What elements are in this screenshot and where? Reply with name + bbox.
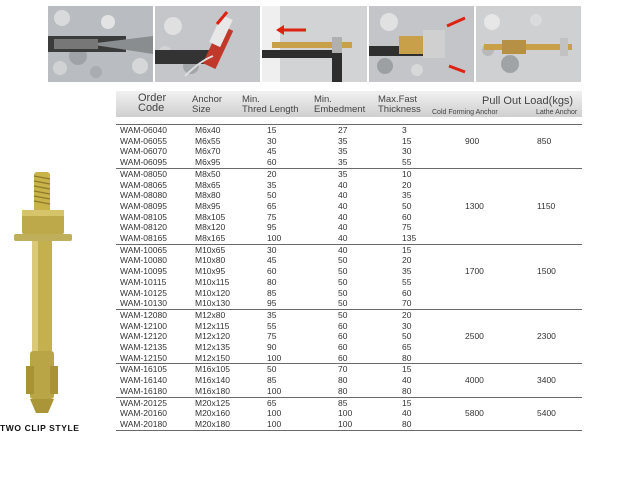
cold-forming-load-cell bbox=[465, 190, 537, 201]
cold-forming-load-cell: 1700 bbox=[465, 266, 484, 277]
anchor-size-cell: M12x115 bbox=[195, 320, 230, 331]
cold-forming-load-cell bbox=[465, 146, 537, 157]
lathe-anchor-load-cell: 3400 bbox=[537, 375, 556, 386]
table-row bbox=[116, 233, 582, 244]
lathe-anchor-load-cell bbox=[537, 419, 582, 430]
anchor-size-cell: M20x180 bbox=[195, 419, 267, 430]
table-row bbox=[116, 375, 582, 386]
thread-length-cell: 80 bbox=[267, 276, 277, 287]
embedment-cell: 40 bbox=[338, 222, 348, 233]
cold-forming-load-cell: 2500 bbox=[465, 331, 484, 342]
thickness-cell: 80 bbox=[402, 385, 412, 396]
thickness-cell: 35 bbox=[402, 190, 412, 201]
order-code-cell: WAM-08050 bbox=[116, 168, 195, 179]
anchor-size-cell: M12x150 bbox=[195, 352, 230, 363]
embedment-cell: 60 bbox=[338, 342, 348, 353]
embedment-cell: 40 bbox=[338, 233, 348, 244]
lathe-anchor-load-cell: 850 bbox=[537, 135, 552, 146]
thickness-cell: 15 bbox=[402, 397, 465, 408]
anchor-size-cell: M16x105 bbox=[195, 364, 267, 375]
thickness-cell: 35 bbox=[402, 266, 412, 277]
embedment-cell: 50 bbox=[338, 276, 348, 287]
thickness-cell: 80 bbox=[402, 419, 465, 430]
thread-length-cell: 95 bbox=[267, 222, 277, 233]
lathe-anchor-load-cell: 5400 bbox=[537, 408, 556, 419]
table-row bbox=[116, 212, 582, 223]
thickness-cell: 30 bbox=[402, 146, 412, 157]
embedment-cell: 35 bbox=[338, 146, 348, 157]
order-code-cell: WAM-06070 bbox=[120, 146, 167, 157]
thread-length-cell: 20 bbox=[267, 168, 338, 179]
thread-length-cell: 15 bbox=[267, 125, 338, 136]
embedment-cell: 50 bbox=[338, 287, 348, 298]
thread-length-cell: 90 bbox=[267, 342, 277, 353]
table-row bbox=[116, 419, 582, 430]
header-thickness-2: Thickness bbox=[378, 104, 421, 115]
anchor-size-cell: M20x160 bbox=[195, 408, 230, 419]
table-row bbox=[116, 222, 582, 233]
order-code-cell: WAM-20180 bbox=[116, 419, 195, 430]
lathe-anchor-load-cell bbox=[537, 157, 582, 168]
step-1-drill-image bbox=[48, 6, 153, 82]
anchor-size-cell: M6x70 bbox=[195, 146, 221, 157]
header-thread-length-1: Min. bbox=[242, 94, 260, 105]
thread-length-cell: 45 bbox=[267, 146, 277, 157]
order-code-cell: WAM-08165 bbox=[120, 233, 167, 244]
lathe-anchor-load-cell bbox=[537, 255, 582, 266]
thickness-cell: 55 bbox=[402, 276, 412, 287]
cold-forming-load-cell bbox=[465, 298, 537, 309]
embedment-cell: 100 bbox=[338, 408, 353, 419]
table-row bbox=[116, 321, 582, 332]
table-row bbox=[116, 157, 582, 168]
table-header bbox=[116, 91, 582, 117]
table-row bbox=[116, 397, 582, 408]
embedment-cell: 40 bbox=[338, 244, 402, 255]
order-code-cell: WAM-10125 bbox=[120, 287, 167, 298]
lathe-anchor-load-cell bbox=[537, 244, 582, 255]
header-anchor-size-1: Anchor bbox=[192, 94, 223, 105]
thickness-cell: 60 bbox=[402, 287, 412, 298]
anchor-size-cell: M8x50 bbox=[195, 168, 267, 179]
cold-forming-load-cell bbox=[465, 288, 537, 299]
cold-forming-load-cell: 5800 bbox=[465, 408, 484, 419]
embedment-cell: 100 bbox=[338, 419, 402, 430]
header-thread-length-2: Thred Length bbox=[242, 104, 299, 115]
embedment-cell: 70 bbox=[338, 364, 402, 375]
thickness-cell: 40 bbox=[402, 375, 412, 386]
thread-length-cell: 75 bbox=[267, 331, 277, 342]
table-row bbox=[116, 244, 582, 255]
embedment-cell: 80 bbox=[338, 385, 348, 396]
table-row bbox=[116, 266, 582, 277]
anchor-size-cell: M8x105 bbox=[195, 211, 226, 222]
lathe-anchor-load-cell bbox=[537, 125, 582, 136]
thread-length-cell: 60 bbox=[267, 157, 277, 168]
anchor-size-cell: M10x130 bbox=[195, 298, 230, 309]
table-row bbox=[116, 125, 582, 136]
lathe-anchor-load-cell bbox=[537, 190, 582, 201]
thread-length-cell: 100 bbox=[267, 385, 282, 396]
lathe-anchor-load-cell bbox=[537, 277, 582, 288]
thickness-cell: 15 bbox=[402, 135, 412, 146]
table-row bbox=[116, 201, 582, 212]
lathe-anchor-load-cell bbox=[537, 222, 582, 233]
order-code-cell: WAM-16180 bbox=[120, 385, 167, 396]
anchor-size-cell: M10x120 bbox=[195, 287, 230, 298]
cold-forming-load-cell bbox=[465, 168, 537, 179]
thickness-cell: 60 bbox=[402, 211, 412, 222]
embedment-cell: 60 bbox=[338, 352, 348, 363]
cold-forming-load-cell bbox=[465, 222, 537, 233]
cold-forming-load-cell bbox=[465, 255, 537, 266]
embedment-cell: 40 bbox=[338, 200, 348, 211]
thread-length-cell: 55 bbox=[267, 320, 277, 331]
lathe-anchor-load-cell bbox=[537, 180, 582, 191]
thread-length-cell: 100 bbox=[267, 352, 282, 363]
thread-length-cell: 35 bbox=[267, 309, 338, 320]
header-embedment-2: Embedment bbox=[314, 104, 366, 115]
cold-forming-load-cell bbox=[465, 321, 537, 332]
table-row bbox=[116, 408, 582, 419]
thickness-cell: 20 bbox=[402, 255, 412, 266]
header-lathe-anchor: Lathe Anchor bbox=[536, 109, 578, 116]
thread-length-cell: 100 bbox=[267, 233, 282, 244]
header-anchor-size-2: Size bbox=[192, 104, 211, 115]
table-row bbox=[116, 255, 582, 266]
cold-forming-load-cell bbox=[465, 180, 537, 191]
anchor-size-cell: M10x80 bbox=[195, 255, 226, 266]
cold-forming-load-cell: 1300 bbox=[465, 200, 484, 211]
embedment-cell: 35 bbox=[338, 157, 348, 168]
table-row bbox=[116, 168, 582, 179]
lathe-anchor-load-cell bbox=[537, 342, 582, 353]
step-5-installed-image bbox=[476, 6, 581, 82]
table-row bbox=[116, 288, 582, 299]
thread-length-cell: 65 bbox=[267, 397, 338, 408]
cold-forming-load-cell: 4000 bbox=[465, 375, 484, 386]
lathe-anchor-load-cell bbox=[537, 364, 582, 375]
lathe-anchor-load-cell: 2300 bbox=[537, 331, 556, 342]
table-row bbox=[116, 146, 582, 157]
order-code-cell: WAM-06040 bbox=[116, 125, 195, 136]
embedment-cell: 50 bbox=[338, 266, 348, 277]
table-row bbox=[116, 190, 582, 201]
order-code-cell: WAM-20160 bbox=[120, 408, 167, 419]
thread-length-cell: 95 bbox=[267, 298, 277, 309]
thread-length-cell: 65 bbox=[267, 200, 277, 211]
order-code-cell: WAM-16140 bbox=[120, 375, 167, 386]
thread-length-cell: 85 bbox=[267, 375, 277, 386]
table-row bbox=[116, 180, 582, 191]
wedge-anchor-photo bbox=[8, 170, 78, 415]
table-row bbox=[116, 136, 582, 147]
thread-length-cell: 30 bbox=[267, 135, 277, 146]
table-row bbox=[116, 309, 582, 320]
cold-forming-load-cell bbox=[465, 244, 537, 255]
order-code-cell: WAM-08095 bbox=[120, 200, 167, 211]
order-code-cell: WAM-08105 bbox=[120, 211, 167, 222]
anchor-size-cell: M8x120 bbox=[195, 222, 226, 233]
order-code-cell: WAM-10115 bbox=[120, 276, 167, 287]
thickness-cell: 80 bbox=[402, 352, 412, 363]
header-thickness-1: Max.Fast bbox=[378, 94, 418, 105]
anchor-size-cell: M8x165 bbox=[195, 233, 226, 244]
thickness-cell: 20 bbox=[402, 179, 412, 190]
order-code-cell: WAM-12080 bbox=[116, 309, 195, 320]
lathe-anchor-load-cell bbox=[537, 353, 582, 364]
order-code-cell: WAM-08080 bbox=[120, 190, 167, 201]
thread-length-cell: 45 bbox=[267, 255, 277, 266]
anchor-size-cell: M6x95 bbox=[195, 157, 221, 168]
embedment-cell: 50 bbox=[338, 309, 402, 320]
anchor-size-cell: M10x65 bbox=[195, 244, 267, 255]
thread-length-cell: 100 bbox=[267, 419, 338, 430]
table-row bbox=[116, 331, 582, 342]
lathe-anchor-load-cell bbox=[537, 309, 582, 320]
embedment-cell: 35 bbox=[338, 168, 402, 179]
embedment-cell: 35 bbox=[338, 135, 348, 146]
anchor-size-cell: M8x65 bbox=[195, 179, 221, 190]
lathe-anchor-load-cell bbox=[537, 298, 582, 309]
order-code-cell: WAM-10080 bbox=[120, 255, 167, 266]
order-code-cell: WAM-16105 bbox=[116, 364, 195, 375]
thickness-cell: 50 bbox=[402, 200, 412, 211]
embedment-cell: 60 bbox=[338, 331, 348, 342]
step-2-clean-hole-image bbox=[155, 6, 260, 82]
step-3-insert-anchor-image bbox=[262, 6, 367, 82]
thread-length-cell: 60 bbox=[267, 266, 277, 277]
thread-length-cell: 100 bbox=[267, 408, 282, 419]
anchor-size-cell: M8x95 bbox=[195, 200, 221, 211]
step-4-tighten-image bbox=[369, 6, 474, 82]
table-row bbox=[116, 342, 582, 353]
thickness-cell: 10 bbox=[402, 168, 465, 179]
cold-forming-load-cell: 900 bbox=[465, 135, 480, 146]
installation-steps-strip bbox=[48, 6, 581, 82]
header-order-code-1: Order bbox=[138, 92, 167, 104]
cold-forming-load-cell bbox=[465, 277, 537, 288]
anchor-size-cell: M12x80 bbox=[195, 309, 267, 320]
header-pull-out-load: Pull Out Load(kgs) bbox=[482, 95, 574, 107]
table-row bbox=[116, 364, 582, 375]
cold-forming-load-cell bbox=[465, 397, 537, 408]
order-code-cell: WAM-10130 bbox=[120, 298, 167, 309]
order-code-cell: WAM-12100 bbox=[120, 320, 167, 331]
lathe-anchor-load-cell bbox=[537, 397, 582, 408]
embedment-cell: 80 bbox=[338, 375, 348, 386]
lathe-anchor-load-cell bbox=[537, 386, 582, 397]
order-code-cell: WAM-12150 bbox=[120, 352, 167, 363]
anchor-size-cell: M12x135 bbox=[195, 342, 230, 353]
cold-forming-load-cell bbox=[465, 342, 537, 353]
cold-forming-load-cell bbox=[465, 353, 537, 364]
cold-forming-load-cell bbox=[465, 125, 537, 136]
thickness-cell: 135 bbox=[402, 233, 417, 244]
lathe-anchor-load-cell bbox=[537, 321, 582, 332]
lathe-anchor-load-cell bbox=[537, 146, 582, 157]
embedment-cell: 27 bbox=[338, 125, 402, 136]
thread-length-cell: 75 bbox=[267, 211, 277, 222]
lathe-anchor-load-cell: 1150 bbox=[537, 200, 556, 211]
order-code-cell: WAM-08120 bbox=[120, 222, 167, 233]
thickness-cell: 15 bbox=[402, 364, 465, 375]
lathe-anchor-load-cell bbox=[537, 168, 582, 179]
embedment-cell: 50 bbox=[338, 255, 348, 266]
thread-length-cell: 85 bbox=[267, 287, 277, 298]
thickness-cell: 70 bbox=[402, 298, 412, 309]
anchor-size-cell: M20x125 bbox=[195, 397, 267, 408]
cold-forming-load-cell bbox=[465, 364, 537, 375]
anchor-size-cell: M16x140 bbox=[195, 375, 230, 386]
thickness-cell: 40 bbox=[402, 408, 412, 419]
anchor-size-cell: M16x180 bbox=[195, 385, 230, 396]
header-embedment-1: Min. bbox=[314, 94, 332, 105]
order-code-cell: WAM-12120 bbox=[120, 331, 167, 342]
cold-forming-load-cell bbox=[465, 157, 537, 168]
cold-forming-load-cell bbox=[465, 233, 537, 244]
thickness-cell: 75 bbox=[402, 222, 412, 233]
thickness-cell: 3 bbox=[402, 125, 465, 136]
order-code-cell: WAM-20125 bbox=[116, 397, 195, 408]
thickness-cell: 15 bbox=[402, 244, 465, 255]
table-row bbox=[116, 386, 582, 397]
thread-length-cell: 50 bbox=[267, 364, 338, 375]
order-code-cell: WAM-10065 bbox=[116, 244, 195, 255]
cold-forming-load-cell bbox=[465, 212, 537, 223]
thread-length-cell: 35 bbox=[267, 179, 277, 190]
order-code-cell: WAM-08065 bbox=[120, 179, 167, 190]
header-order-code-2: Code bbox=[138, 102, 165, 114]
table-row bbox=[116, 298, 582, 309]
order-code-cell: WAM-06095 bbox=[120, 157, 167, 168]
thread-length-cell: 30 bbox=[267, 244, 338, 255]
anchor-size-cell: M6x55 bbox=[195, 135, 221, 146]
anchor-size-cell: M12x120 bbox=[195, 331, 230, 342]
thickness-cell: 65 bbox=[402, 342, 412, 353]
thickness-cell: 20 bbox=[402, 309, 465, 320]
order-code-cell: WAM-10095 bbox=[120, 266, 167, 277]
specification-table bbox=[116, 124, 582, 431]
header-cold-forming: Cold Forming Anchor bbox=[432, 109, 498, 116]
anchor-size-cell: M10x95 bbox=[195, 266, 226, 277]
order-code-cell: WAM-12135 bbox=[120, 342, 167, 353]
embedment-cell: 40 bbox=[338, 179, 348, 190]
order-code-cell: WAM-06055 bbox=[120, 135, 167, 146]
anchor-size-cell: M6x40 bbox=[195, 125, 267, 136]
cold-forming-load-cell bbox=[465, 309, 537, 320]
embedment-cell: 60 bbox=[338, 320, 348, 331]
lathe-anchor-load-cell bbox=[537, 212, 582, 223]
embedment-cell: 40 bbox=[338, 190, 348, 201]
thread-length-cell: 50 bbox=[267, 190, 277, 201]
anchor-size-cell: M8x80 bbox=[195, 190, 221, 201]
cold-forming-load-cell bbox=[465, 386, 537, 397]
embedment-cell: 50 bbox=[338, 298, 348, 309]
thickness-cell: 30 bbox=[402, 320, 412, 331]
table-row bbox=[116, 277, 582, 288]
lathe-anchor-load-cell bbox=[537, 288, 582, 299]
embedment-cell: 40 bbox=[338, 211, 348, 222]
lathe-anchor-load-cell: 1500 bbox=[537, 266, 556, 277]
table-row bbox=[116, 353, 582, 364]
lathe-anchor-load-cell bbox=[537, 233, 582, 244]
anchor-size-cell: M10x115 bbox=[195, 276, 230, 287]
thickness-cell: 50 bbox=[402, 331, 412, 342]
cold-forming-load-cell bbox=[465, 419, 537, 430]
style-label: TWO CLIP STYLE bbox=[0, 423, 80, 433]
thickness-cell: 55 bbox=[402, 157, 412, 168]
embedment-cell: 85 bbox=[338, 397, 402, 408]
